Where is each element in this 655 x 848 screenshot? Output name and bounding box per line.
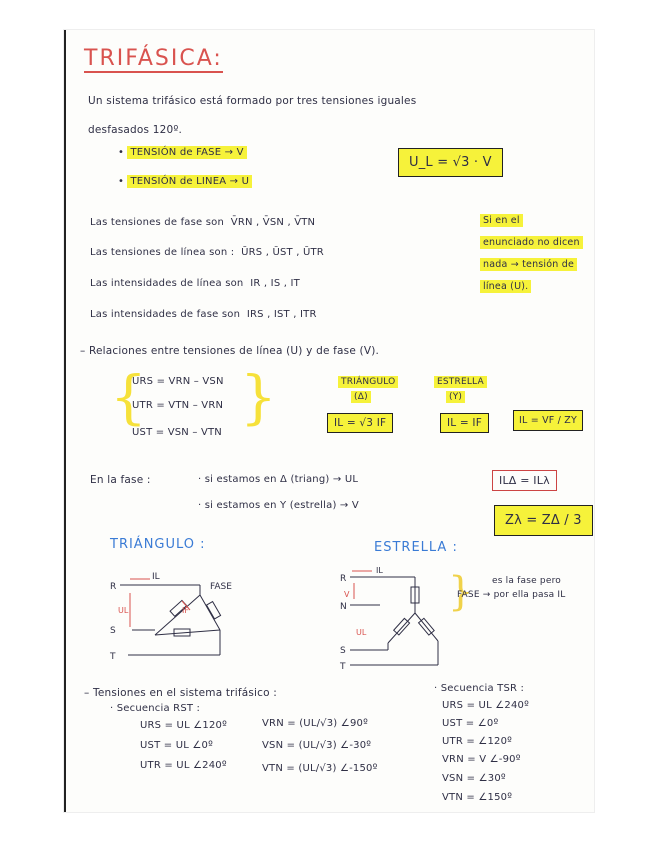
- formula-ratio: IL = VF / ZY: [513, 410, 583, 431]
- est-label-v: V: [344, 590, 350, 599]
- def-text-4: Las intensidades de fase son: [90, 309, 241, 320]
- box-il-equality: ILΔ = ILλ: [492, 470, 557, 491]
- relations-header: – Relaciones entre tensiones de línea (U) y de fase (V).: [80, 345, 380, 357]
- right-brace: }: [240, 363, 277, 431]
- est-label-ul: UL: [356, 628, 367, 637]
- en-la-fase-label: En la fase :: [90, 474, 151, 486]
- tsr-line-6: VTN = ∠150º: [442, 792, 513, 803]
- tri-label-s: S: [110, 626, 116, 636]
- note-line-2: enunciado no dicen: [480, 236, 583, 249]
- estrella-sym: [446, 392, 465, 402]
- def-value-4: IRS , IST , ITR: [246, 309, 317, 320]
- est-label-il: IL: [376, 566, 383, 575]
- def-row-2: [90, 247, 324, 258]
- tri-label-r: R: [110, 582, 117, 592]
- side-note: [480, 210, 583, 298]
- triangle-circuit-diagram: [110, 565, 250, 675]
- rst-right-1: VRN = (UL/√3) ∠90º: [262, 718, 368, 729]
- triangulo-head: [338, 377, 398, 387]
- triangulo-sym-text: (Δ): [351, 391, 371, 403]
- rst-head: · Secuencia RST :: [110, 703, 201, 714]
- note-line-4: línea (U).: [480, 280, 531, 293]
- def-value-1: V̄RN , V̄SN , V̄TN: [230, 217, 316, 228]
- relation-2: UTR = VTN – VRN: [132, 400, 224, 411]
- def-text-2: Las tensiones de línea son :: [90, 247, 235, 258]
- tri-label-ul: UL: [118, 606, 129, 615]
- tri-label-if: IF: [182, 606, 189, 615]
- def-text-3: Las intensidades de línea son: [90, 278, 244, 289]
- def-row-1: [90, 217, 315, 228]
- tsr-line-5: VSN = ∠30º: [442, 773, 506, 784]
- rst-left-3: UTR = UL ∠240º: [140, 760, 227, 771]
- tri-label-t: T: [110, 652, 116, 662]
- tsr-line-4: VRN = V ∠-90º: [442, 754, 521, 765]
- rst-left-2: UST = UL ∠0º: [140, 740, 214, 751]
- def-row-4: [90, 309, 317, 320]
- intro-line-2: desfasados 120º.: [88, 124, 183, 136]
- formula-triangulo: IL = √3 IF: [327, 413, 393, 433]
- triangulo-sym: [351, 392, 371, 402]
- def-value-2: ŪRS , ŪST , ŪTR: [241, 247, 324, 258]
- note-line-3: nada → tensión de: [480, 258, 577, 271]
- intro-line-1: Un sistema trifásico está formado por tres tensiones iguales: [88, 95, 417, 107]
- box-impedance: Zλ = ZΔ / 3: [494, 505, 593, 536]
- def-value-3: IR , IS , IT: [250, 278, 300, 289]
- est-label-n: N: [340, 602, 347, 612]
- estrella-sym-text: (Y): [446, 391, 465, 403]
- bullet-fase-text: TENSIÓN de FASE → V: [127, 146, 246, 159]
- note-line-1: Si en el: [480, 214, 523, 227]
- page-title: TRIFÁSICA:: [84, 46, 223, 71]
- diagram-title-estrella: ESTRELLA :: [374, 540, 458, 555]
- tsr-head: · Secuencia TSR :: [434, 683, 525, 694]
- def-row-3: [90, 278, 300, 289]
- sistema-header: – Tensiones en el sistema trifásico :: [84, 687, 278, 699]
- estrella-note-brace: }: [448, 569, 474, 615]
- estrella-head-text: ESTRELLA: [434, 376, 487, 388]
- relation-3: UST = VSN – VTN: [132, 427, 222, 438]
- tsr-line-2: UST = ∠0º: [442, 718, 499, 729]
- est-label-s: S: [340, 646, 346, 656]
- tri-label-fase: FASE: [210, 582, 232, 592]
- estrella-note-2: FASE → por ella pasa IL: [457, 590, 566, 600]
- rst-right-2: VSN = (UL/√3) ∠-30º: [262, 740, 372, 751]
- rst-left-1: URS = UL ∠120º: [140, 720, 227, 731]
- tsr-line-1: URS = UL ∠240º: [442, 700, 529, 711]
- tri-label-il: IL: [152, 572, 160, 582]
- main-formula: U_L = √3 · V: [398, 148, 503, 177]
- bullet-fase: • TENSIÓN de FASE → V: [118, 147, 247, 158]
- relation-1: URS = VRN – VSN: [132, 376, 224, 387]
- est-label-t: T: [340, 662, 346, 672]
- en-la-fase-line-2: · si estamos en Y (estrella) → V: [198, 500, 359, 511]
- rst-right-3: VTN = (UL/√3) ∠-150º: [262, 763, 378, 774]
- def-text-1: Las tensiones de fase son: [90, 217, 225, 228]
- estrella-note-1: es la fase pero: [492, 576, 561, 586]
- left-brace: {: [110, 363, 147, 431]
- formula-estrella: IL = IF: [440, 413, 489, 433]
- tsr-line-3: UTR = ∠120º: [442, 736, 513, 747]
- en-la-fase-line-1: · si estamos en Δ (triang) → UL: [198, 474, 359, 485]
- diagram-title-triangulo: TRIÁNGULO :: [110, 537, 206, 552]
- est-label-r: R: [340, 574, 347, 584]
- bullet-linea-text: TENSIÓN de LINEA → U: [127, 175, 252, 188]
- estrella-head: [434, 377, 487, 387]
- triangulo-head-text: TRIÁNGULO: [338, 376, 398, 388]
- bullet-linea: • TENSIÓN de LINEA → U: [118, 176, 252, 187]
